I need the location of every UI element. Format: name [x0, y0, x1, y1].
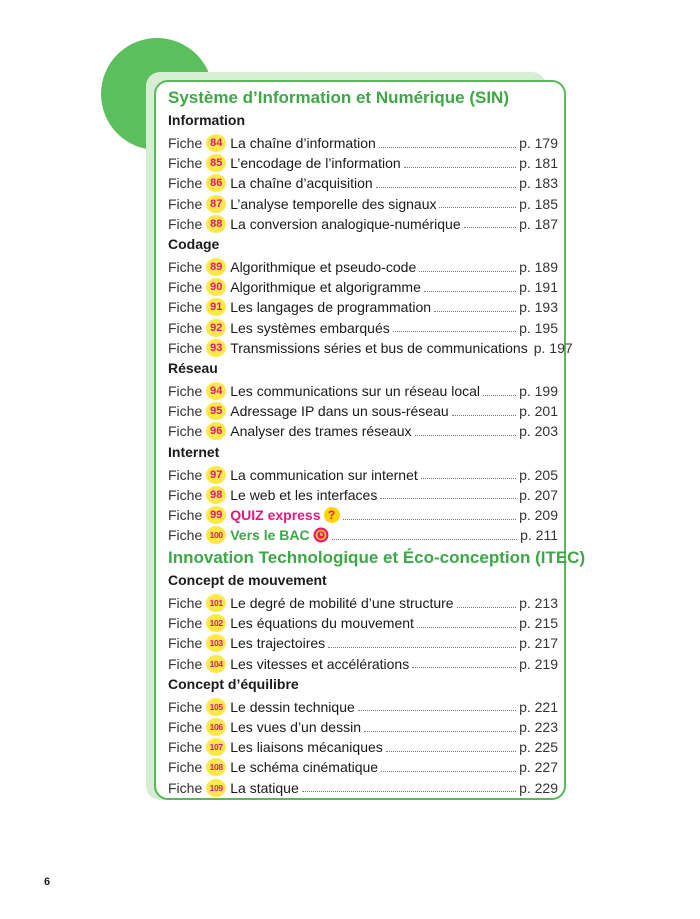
- fiche-title: Le web et les interfaces: [230, 486, 378, 503]
- fiche-title: Le degré de mobilité d’une structure: [230, 595, 454, 611]
- page-reference: p. 223: [519, 719, 558, 735]
- page-reference: p. 199: [519, 383, 558, 399]
- dot-leader: [343, 519, 517, 520]
- toc-entry[interactable]: [168, 505, 558, 525]
- page-reference: p. 209: [519, 507, 558, 523]
- fiche-number-badge: 101: [206, 594, 226, 612]
- fiche-title: La chaîne d’information: [230, 135, 376, 151]
- fiche-number-badge: 92: [206, 319, 226, 337]
- fiche-number-badge: 104: [206, 655, 226, 673]
- dot-leader: [381, 771, 516, 772]
- section-title: Innovation Technologique et Éco-conception (ITEC): [168, 548, 586, 567]
- fiche-number-badge: 100: [206, 526, 226, 544]
- category-heading: Réseau: [168, 360, 218, 376]
- fiche-label: Fiche: [168, 279, 203, 296]
- fiche-label: Fiche: [168, 595, 203, 611]
- fiche-title: Le dessin technique: [230, 698, 355, 715]
- fiche-number-badge: 85: [206, 154, 226, 172]
- fiche-title: La communication sur internet: [230, 466, 418, 483]
- dot-leader: [452, 415, 516, 416]
- dot-leader: [404, 167, 516, 168]
- page-reference: p. 191: [519, 279, 558, 296]
- fiche-label: Fiche: [168, 615, 203, 632]
- toc-entry[interactable]: [168, 737, 558, 757]
- fiche-title: La conversion analogique-numérique: [230, 215, 461, 232]
- toc-entry[interactable]: [168, 717, 558, 737]
- toc-entry[interactable]: [168, 194, 558, 214]
- fiche-title: Vers le BAC: [230, 527, 310, 544]
- fiche-label: Fiche: [168, 466, 203, 483]
- page-reference: p. 183: [519, 175, 558, 192]
- page-reference: p. 201: [519, 403, 558, 420]
- toc-entry[interactable]: [168, 257, 558, 277]
- dot-leader: [328, 647, 516, 648]
- fiche-label: Fiche: [168, 759, 203, 776]
- page-reference: p. 205: [519, 466, 558, 483]
- fiche-label: Fiche: [168, 739, 203, 756]
- toc-entry[interactable]: [168, 654, 558, 674]
- toc-entry[interactable]: [168, 153, 558, 173]
- fiche-title: Transmissions séries et bus de communications: [230, 339, 528, 356]
- fiche-label: Fiche: [168, 719, 203, 735]
- fiche-title: Les systèmes embarqués: [230, 319, 390, 336]
- fiche-number-badge: 109: [206, 779, 226, 797]
- page-reference: p. 203: [519, 423, 558, 440]
- fiche-title: Les vues d’un dessin: [230, 719, 361, 735]
- dot-leader: [364, 731, 516, 732]
- dot-leader: [483, 395, 516, 396]
- page-reference: p. 193: [519, 299, 558, 316]
- dot-leader: [464, 227, 516, 228]
- toc-entry[interactable]: [168, 485, 558, 505]
- fiche-label: Fiche: [168, 383, 203, 399]
- fiche-label: Fiche: [168, 339, 203, 356]
- dot-leader: [379, 147, 516, 148]
- fiche-label: Fiche: [168, 175, 203, 192]
- fiche-label: Fiche: [168, 423, 203, 440]
- page-reference: p. 185: [519, 195, 558, 212]
- fiche-title: Les vitesses et accélérations: [230, 655, 410, 672]
- fiche-label: Fiche: [168, 507, 203, 523]
- category-heading: Internet: [168, 443, 220, 460]
- fiche-title: Les équations du mouvement: [230, 615, 414, 632]
- dot-leader: [393, 331, 516, 332]
- fiche-number-badge: 99: [206, 506, 226, 524]
- fiche-number-badge: 88: [206, 215, 226, 233]
- fiche-number-badge: 97: [206, 466, 226, 484]
- fiche-number-badge: 102: [206, 614, 226, 632]
- dot-leader: [457, 607, 516, 608]
- toc-entry[interactable]: [168, 338, 573, 358]
- toc-entry[interactable]: [168, 633, 558, 653]
- dot-leader: [376, 187, 516, 188]
- question-icon: ?: [324, 507, 340, 523]
- fiche-label: Fiche: [168, 655, 203, 672]
- fiche-label: Fiche: [168, 635, 203, 652]
- fiche-label: Fiche: [168, 779, 203, 796]
- toc-entry[interactable]: [168, 593, 558, 613]
- clock-icon: [313, 527, 329, 543]
- fiche-label: Fiche: [168, 403, 203, 420]
- fiche-label: Fiche: [168, 259, 203, 275]
- page-reference: p. 195: [519, 319, 558, 336]
- dot-leader: [419, 271, 516, 272]
- fiche-title: L’encodage de l’information: [230, 155, 401, 172]
- page-reference: p. 227: [519, 759, 558, 776]
- toc-entry[interactable]: [168, 525, 558, 545]
- fiche-title: Algorithmique et pseudo-code: [230, 259, 417, 275]
- fiche-number-badge: 91: [206, 298, 226, 316]
- page-reference: p. 211: [520, 527, 558, 544]
- toc-entry[interactable]: [168, 757, 558, 777]
- fiche-title: Adressage IP dans un sous-réseau: [230, 403, 449, 420]
- page-reference: p. 181: [519, 155, 558, 172]
- fiche-title: L’analyse temporelle des signaux: [230, 195, 437, 212]
- fiche-number-badge: 105: [206, 698, 226, 716]
- fiche-number-badge: 87: [206, 195, 226, 213]
- page-reference: p. 187: [519, 215, 558, 232]
- fiche-label: Fiche: [168, 215, 203, 232]
- fiche-label: Fiche: [168, 527, 203, 544]
- fiche-number-badge: 106: [206, 718, 226, 736]
- toc-entry[interactable]: [168, 697, 558, 717]
- dot-leader: [332, 539, 518, 540]
- fiche-number-badge: 103: [206, 634, 226, 652]
- dot-leader: [358, 710, 516, 711]
- page-reference: p. 217: [519, 635, 558, 652]
- fiche-number-badge: 95: [206, 402, 226, 420]
- toc-entry[interactable]: [168, 133, 558, 153]
- fiche-label: Fiche: [168, 135, 203, 151]
- toc-entry[interactable]: [168, 613, 558, 633]
- fiche-label: Fiche: [168, 698, 203, 715]
- toc-entry[interactable]: [168, 778, 558, 798]
- page-reference: p. 215: [519, 615, 558, 632]
- fiche-number-badge: 96: [206, 422, 226, 440]
- fiche-title: Les langages de programmation: [230, 299, 432, 316]
- page-reference: p. 213: [519, 595, 558, 611]
- page-reference: p. 197: [533, 339, 573, 356]
- toc-entry[interactable]: [168, 214, 558, 234]
- toc-entry[interactable]: [168, 421, 558, 441]
- fiche-title: Analyser des trames réseaux: [230, 423, 412, 440]
- fiche-label: Fiche: [168, 319, 203, 336]
- fiche-number-badge: 86: [206, 174, 226, 192]
- fiche-title: Algorithmique et algorigramme: [230, 279, 421, 296]
- category-heading: Concept d’équilibre: [168, 675, 299, 692]
- dot-leader: [417, 627, 516, 628]
- fiche-title: Les communications sur un réseau local: [230, 383, 481, 399]
- page-reference: p. 225: [519, 739, 558, 756]
- dot-leader: [412, 667, 516, 668]
- page-reference: p. 207: [519, 486, 558, 503]
- fiche-number-badge: 90: [206, 278, 226, 296]
- toc-entry[interactable]: [168, 277, 558, 297]
- page-reference: p. 221: [519, 698, 558, 715]
- fiche-label: Fiche: [168, 486, 203, 503]
- fiche-label: Fiche: [168, 299, 203, 316]
- fiche-label: Fiche: [168, 195, 203, 212]
- section-title: Système d’Information et Numérique (SIN): [168, 88, 509, 107]
- category-heading: Codage: [168, 236, 220, 252]
- toc-entry[interactable]: [168, 381, 558, 401]
- page-reference: p. 189: [519, 259, 558, 275]
- dot-leader: [380, 498, 516, 499]
- fiche-title: QUIZ express: [230, 507, 321, 523]
- toc-entry[interactable]: [168, 173, 558, 193]
- fiche-label: Fiche: [168, 155, 203, 172]
- page-reference: p. 229: [519, 779, 558, 796]
- toc-entry[interactable]: [168, 465, 558, 485]
- dot-leader: [434, 311, 516, 312]
- fiche-number-badge: 98: [206, 486, 226, 504]
- dot-leader: [421, 478, 516, 479]
- page-reference: p. 179: [519, 135, 558, 151]
- dot-leader: [415, 435, 517, 436]
- category-heading: Information: [168, 112, 245, 128]
- dot-leader: [302, 791, 516, 792]
- toc-entry[interactable]: [168, 318, 558, 338]
- dot-leader: [439, 207, 516, 208]
- fiche-title: Les trajectoires: [230, 635, 326, 652]
- fiche-number-badge: 84: [206, 134, 226, 152]
- fiche-number-badge: 89: [206, 258, 226, 276]
- fiche-number-badge: 93: [206, 339, 226, 357]
- fiche-number-badge: 108: [206, 758, 226, 776]
- toc-entry[interactable]: [168, 297, 558, 317]
- toc-entry[interactable]: [168, 401, 558, 421]
- category-heading: Concept de mouvement: [168, 572, 327, 588]
- dot-leader: [386, 751, 516, 752]
- fiche-number-badge: 107: [206, 738, 226, 756]
- dot-leader: [424, 291, 516, 292]
- page-reference: p. 219: [519, 655, 558, 672]
- fiche-title: Le schéma cinématique: [230, 759, 379, 776]
- fiche-number-badge: 94: [206, 382, 226, 400]
- page-number: 6: [44, 876, 51, 888]
- fiche-title: Les liaisons mécaniques: [230, 739, 383, 756]
- fiche-title: La chaîne d’acquisition: [230, 175, 373, 192]
- fiche-title: La statique: [230, 779, 299, 796]
